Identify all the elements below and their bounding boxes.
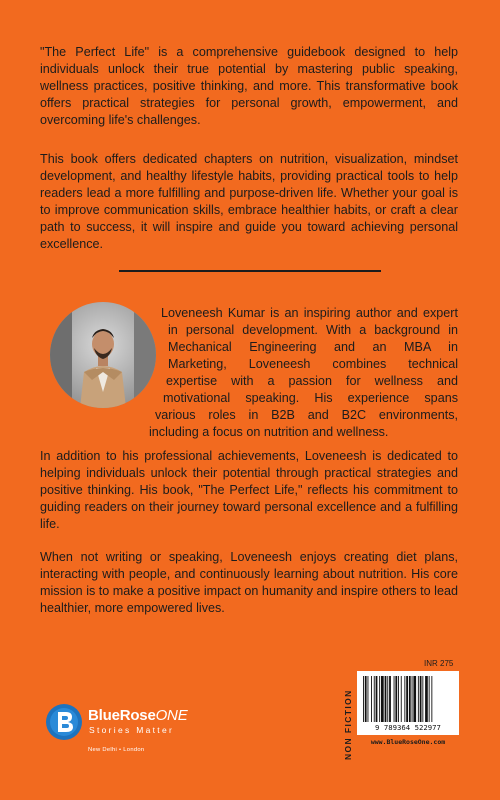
author-bio-line: motivational speaking. His experience spans: [163, 391, 458, 405]
intro-paragraph-1: "The Perfect Life" is a comprehensive guidebook designed to help individuals unlock their true potential by mastering public speaking, wellness practices, positive thinking, and more. This transformative book offers practical strategies for personal growth, empowerment, and overcoming life's challenges.: [40, 45, 458, 127]
author-bio-line: in personal development. With a background in: [168, 323, 458, 337]
publisher-logo: [44, 702, 244, 753]
author-photo: [50, 302, 156, 408]
publisher-website: www.BlueRoseOne.com: [370, 738, 446, 746]
isbn-digits: 9 789364 522977: [375, 723, 441, 732]
author-bio-line: Mechanical Engineering and an MBA in: [168, 340, 458, 354]
section-divider: [119, 270, 381, 272]
author-paragraph-2: In addition to his professional achievements, Loveneesh is dedicated to helping individuals unlock their potential through practical strategies and positive thinking. His book, "The Perfect Life," reflects his commitment to guiding readers on their journey toward personal excellence and a fulfilling life.: [40, 449, 458, 531]
bluerose-logo-icon: [44, 702, 84, 742]
isbn-barcode: [357, 671, 459, 735]
author-bio-line: various roles in B2B and B2C environments,: [155, 408, 458, 422]
author-bio-line: including a focus on nutrition and wellness.: [149, 425, 389, 439]
author-paragraph-3: When not writing or speaking, Loveneesh enjoys creating diet plans, interacting with people, and continuously learning about nutrition. His core mission is to make a positive impact on humanity and inspire others to lead healthier, more empowered lives.: [40, 550, 458, 615]
author-bio-line: Loveneesh Kumar is an inspiring author and expert: [161, 306, 458, 320]
author-bio-line: Marketing, Loveneesh combines technical: [168, 357, 458, 371]
genre-label: NON FICTION: [343, 689, 353, 760]
barcode-icon: [361, 676, 455, 722]
publisher-cities: New Delhi • London: [88, 747, 145, 753]
publisher-tagline: Stories Matter: [89, 725, 175, 735]
publisher-name: BlueRoseONE: [88, 707, 188, 724]
price-label: INR 275: [424, 659, 454, 668]
author-bio-line: expertise with a passion for wellness and: [166, 374, 458, 388]
intro-paragraph-2: This book offers dedicated chapters on nutrition, visualization, mindset development, and healthy lifestyle habits, providing practical tools to help readers lead a more fulfilling and purpose-driven life. Whether your goal is to improve communication skills, embrace healthier habits, or craft a clear path to success, it will inspire and guide you toward achieving personal excellence.: [40, 152, 458, 251]
